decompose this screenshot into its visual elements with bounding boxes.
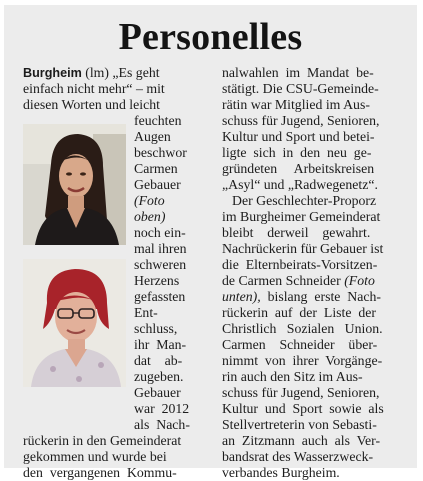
photo-reference: unten),	[222, 289, 261, 304]
article-line: Herzens	[134, 273, 180, 288]
article-line: bleibt derweil gewahrt.	[222, 225, 371, 240]
article-line: verbandes Burgheim.	[222, 465, 340, 480]
article-line	[222, 289, 381, 305]
article-line: an Zitzmann auch als Ver-	[222, 433, 381, 448]
article-line: Ent-	[134, 305, 158, 320]
article-line: rückerin auf der Liste der	[222, 305, 376, 320]
article-line: beschwor	[134, 145, 187, 160]
article-text: (lm) „Es geht	[85, 65, 160, 80]
article-line: noch ein-	[134, 225, 186, 240]
article-line: Augen	[134, 129, 171, 144]
dateline: Burgheim	[23, 66, 82, 80]
article-line: Kultur und Sport und betei-	[222, 129, 375, 144]
article-line: ligte sich in den neu ge-	[222, 145, 372, 160]
article-line: war 2012	[134, 401, 190, 416]
headline: Personelles	[118, 16, 303, 58]
article-line: Christlich Sozialen Union.	[222, 321, 383, 336]
article-line: Nachrückerin für Gebauer ist	[222, 241, 384, 256]
article-line: dat ab-	[134, 353, 183, 368]
article-line: rätin war Mitglied im Aus-	[222, 97, 370, 112]
article-line: gefassten	[134, 289, 186, 304]
portrait-photo-top	[23, 124, 126, 245]
article-line: Gebauer	[134, 385, 181, 400]
article-line: Carmen	[134, 161, 178, 176]
article-line: rin auch den Sitz im Aus-	[222, 369, 363, 384]
article-line: nimmt von ihrer Vorgänge-	[222, 353, 383, 368]
article-line: zugeben.	[134, 369, 184, 384]
article-line: schuss für Jugend, Senioren,	[222, 385, 380, 400]
article-line: Carmen Schneider über-	[222, 337, 378, 352]
article-line: rückerin in den Gemeinderat	[23, 433, 182, 448]
article-line: Kultur und Sport sowie als	[222, 401, 384, 416]
article-line: diesen Worten und leicht	[23, 97, 160, 112]
article-line: als Nach-	[134, 417, 190, 432]
article-line: die Elternbeirats-Vorsitzen-	[222, 257, 378, 272]
article-line: feuchten	[134, 113, 182, 128]
article-line: bandsrat des Wasserzweck-	[222, 449, 374, 464]
article-line: Gebauer	[134, 177, 181, 192]
article-line: schuss für Jugend, Senioren,	[222, 113, 380, 128]
photo-reference: (Foto	[134, 193, 165, 208]
article-line: Der Geschlechter-Proporz	[232, 193, 377, 208]
article-line: mal ihren	[134, 241, 187, 256]
portrait-photo-bottom	[23, 259, 126, 387]
article-line: im Burgheimer Gemeinderat	[222, 209, 381, 224]
article-line: den vergangenen Kommu-	[23, 465, 177, 480]
photo-reference: oben)	[134, 209, 166, 224]
article-line: nalwahlen im Mandat be-	[222, 65, 374, 80]
article-line: schluss,	[134, 321, 178, 336]
article-line: einfach nicht mehr“ – mit	[23, 81, 165, 96]
article-line: ihr Man-	[134, 337, 187, 352]
article-text: bislang erste Nach-	[260, 289, 382, 304]
article-line: „Asyl“ und „Radwegenetz“.	[222, 177, 378, 192]
article-line	[23, 65, 160, 81]
article-line: gründeten Arbeitskreisen	[222, 161, 375, 176]
newspaper-clipping	[4, 5, 417, 480]
article-line: schweren	[134, 257, 187, 272]
article-line: Stellvertreterin von Sebasti-	[222, 417, 377, 432]
photo-reference: (Foto	[340, 273, 375, 288]
article-line: gekommen und wurde bei	[23, 449, 167, 464]
article-line: stätigt. Die CSU-Gemeinde-	[222, 81, 379, 96]
article-line: de Carmen Schneider (Foto	[222, 273, 375, 288]
